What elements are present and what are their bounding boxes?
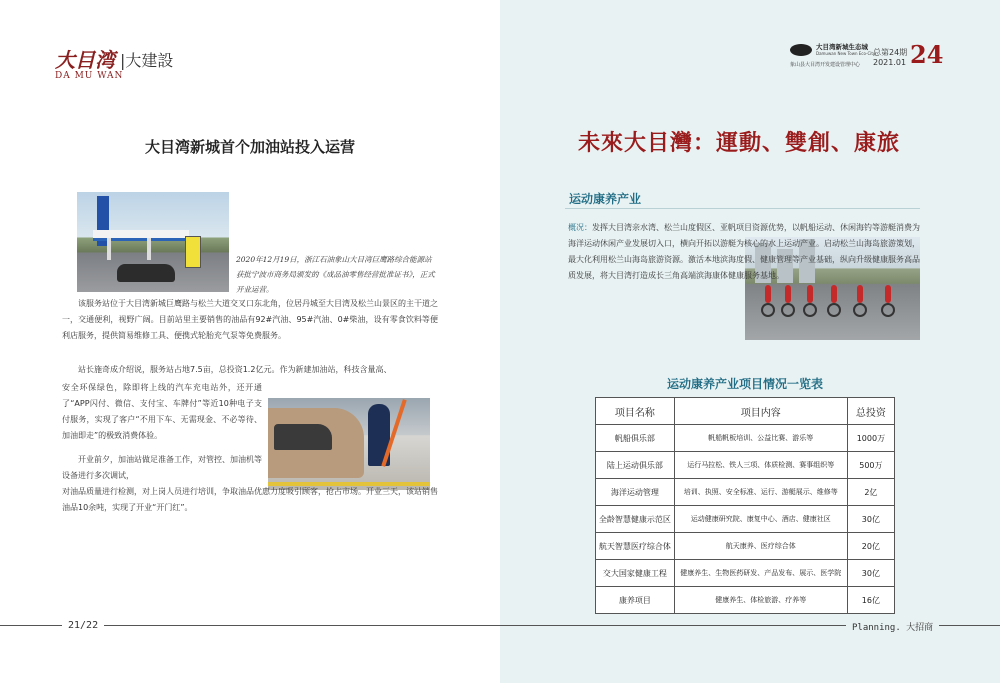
gas-station-photo (77, 192, 229, 292)
cell-project-name: 陆上运动俱乐部 (596, 452, 675, 479)
cell-project-content: 培训、执照、安全标准、运行、游艇展示、维修等 (674, 479, 847, 506)
cell-total-investment: 30亿 (847, 506, 894, 533)
table-row (596, 533, 895, 560)
cell-project-content: 帆船帆板培训、公益比赛、游乐等 (674, 425, 847, 452)
header-total-investment: 总投资 (847, 398, 894, 425)
section-heading: 运动康养产业 (569, 192, 642, 206)
cell-project-name: 全龄智慧健康示范区 (596, 506, 675, 533)
logo-subtitle: DA MU WAN (55, 71, 124, 81)
brand-english: Damuwan New Town Eco-City (816, 51, 876, 56)
yellow-board (185, 236, 201, 268)
cell-total-investment: 20亿 (847, 533, 894, 560)
feature-title: 未來大目灣：運動、雙創、康旅 (578, 130, 901, 156)
brand-logo-icon (790, 44, 812, 56)
table-row (596, 506, 895, 533)
cell-total-investment: 16亿 (847, 587, 894, 614)
projects-table (595, 397, 895, 614)
cell-total-investment: 500万 (847, 452, 894, 479)
article-paragraph-1: 该服务站位于大目湾新城巨鹰路与松兰大道交叉口东北角，位居丹城至大目湾及松兰山景区的主干道之一，交通便利，视野广阔。目前站里主要销售的油品有92#汽油、95#汽油、0#柴油，设有零食饮料等便利店服务，提供简易维修工具、便携式轮胎充气泵等免费服务。 (62, 299, 438, 340)
table-row (596, 479, 895, 506)
cell-total-investment: 1000万 (847, 425, 894, 452)
cell-project-content: 健康养生、生物医药研发、产品发布、展示、医学院 (674, 560, 847, 587)
cell-project-content: 运行马拉松、铁人三项、体质检测、赛事组织等 (674, 452, 847, 479)
article-paragraph-5: 对油品质量进行检测，对上岗人员进行培训，争取油品优惠力度吸引顾客，抢占市场。开业三天，该站销售油品10余吨，实现了开业“开门红”。 (62, 487, 438, 512)
cell-project-content: 航天康养、医疗综合体 (674, 533, 847, 560)
cell-project-content: 健康养生、体检旅游、疗养等 (674, 587, 847, 614)
footer-label: Planning. 大招商 (846, 620, 939, 633)
overview-paragraph (568, 220, 924, 284)
issue-number: 24 (910, 40, 944, 69)
brand-name: 大目湾新城生态城 (816, 43, 868, 51)
cell-total-investment: 30亿 (847, 560, 894, 587)
car (268, 408, 364, 478)
cell-project-name: 航天智慧医疗综合体 (596, 533, 675, 560)
table-row (596, 587, 895, 614)
issue-date: 2021.01 (873, 58, 907, 67)
magazine-logo (55, 44, 123, 81)
section-divider (565, 208, 920, 209)
table-row (596, 560, 895, 587)
cell-project-content: 运动健康研究院、康复中心、酒店、健康社区 (674, 506, 847, 533)
table-title: 运动康养产业项目情况一览表 (666, 377, 823, 391)
table-row (596, 452, 895, 479)
table-row (596, 425, 895, 452)
photo-caption: 2020年12月19日，浙江石油象山大目湾巨鹰路综合能源站获批宁波市商务局颁发的《成品油零售经营批准证书》，正式开业运营。 (236, 255, 435, 294)
refueling-photo (268, 398, 430, 490)
brand-subtitle: 象山县大目湾开发建设管理中心 (790, 62, 861, 68)
article-paragraph-4: 开业前夕，加油站做足准备工作，对管控、加油机等设备进行多次调试， (62, 455, 262, 480)
cell-total-investment: 2亿 (847, 479, 894, 506)
page-number: 21/22 (62, 620, 104, 631)
article-paragraph-2: 站长施奇成介绍说，服务站占地7.5亩，总投资1.2亿元。作为新建加油站，科技含量高、 (78, 365, 392, 374)
article-paragraph-3: 安全环保绿色，除即将上线的汽车充电站外，还开通了“APP闪付、微信、支付宝、车牌付”等近10种电子支付服务，实现了客户“不用下车、无需现金、不必等待、加油即走”的极致消费体验。 (62, 383, 262, 440)
cell-project-name: 康养项目 (596, 587, 675, 614)
cell-project-name: 交大国家健康工程 (596, 560, 675, 587)
issue-label: 总第24期 (873, 48, 908, 57)
car (117, 264, 175, 282)
header-project-content: 项目内容 (674, 398, 847, 425)
article-title: 大目湾新城首个加油站投入运营 (144, 138, 355, 156)
section-name: |大建設 (120, 51, 174, 70)
header-project-name: 项目名称 (596, 398, 675, 425)
logo-script: 大目湾 (55, 48, 115, 72)
cell-project-name: 帆船俱乐部 (596, 425, 675, 452)
overview-text: 发挥大目湾亲水湾、松兰山度假区、亚帆项目资源优势，以帆船运动、休闲海钓等游艇消费为海洋运动休闲产业发展切入口，横向开拓以游艇为核心的水上运动产业。启动松兰山海岛旅游策划，最大化利用松兰山海岛旅游资源。激活本地滨海度假、健康管理等产业基础，纵向升级健康服务高品质发展，将大目湾打造成长三角高端滨海康体健康服务基地。 (568, 223, 920, 280)
table-header-row (596, 398, 895, 425)
cell-project-name: 海洋运动管理 (596, 479, 675, 506)
overview-label: 概况： (568, 223, 592, 232)
